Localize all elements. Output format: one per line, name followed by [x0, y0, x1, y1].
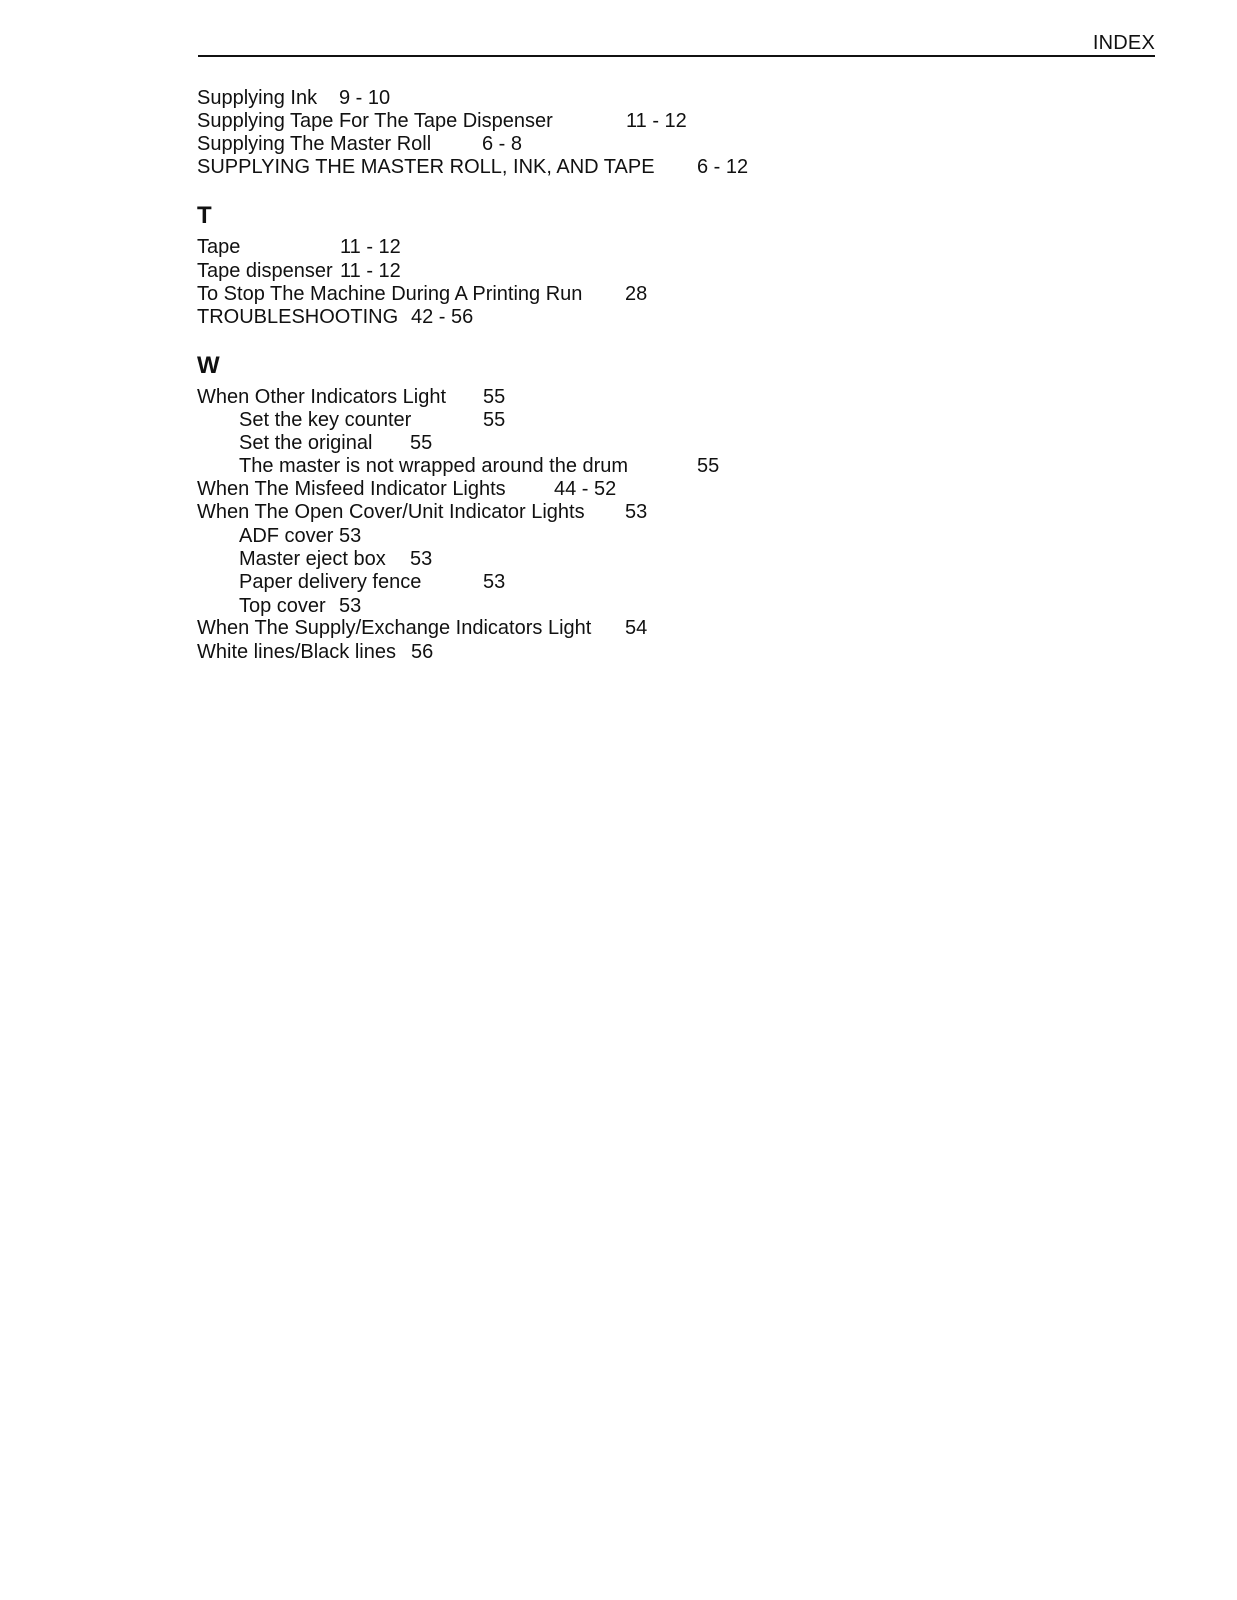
index-term: The master is not wrapped around the drum [239, 455, 629, 477]
header-rule [198, 55, 1155, 57]
index-pages: 53 [483, 571, 506, 593]
index-term: ADF cover [239, 525, 334, 547]
index-pages: 6 - 8 [482, 133, 523, 155]
index-term: Set the key counter [239, 409, 412, 431]
index-term: When The Misfeed Indicator Lights [197, 478, 506, 500]
index-pages: 11 - 12 [340, 260, 401, 282]
index-term: White lines/Black lines [197, 641, 396, 663]
index-pages: 53 [625, 501, 648, 523]
index-pages: 53 [339, 595, 362, 617]
index-term: When The Supply/Exchange Indicators Light [197, 617, 592, 639]
index-term: Supplying The Master Roll [197, 133, 432, 155]
index-term: Supplying Ink [197, 87, 318, 109]
index-term: When Other Indicators Light [197, 386, 447, 408]
index-pages: 28 [625, 283, 648, 305]
index-term: To Stop The Machine During A Printing Run [197, 283, 583, 305]
index-term: Supplying Tape For The Tape Dispenser [197, 110, 553, 132]
index-pages: 11 - 12 [626, 110, 687, 132]
index-term: When The Open Cover/Unit Indicator Lights [197, 501, 585, 523]
index-pages: 55 [483, 386, 506, 408]
index-pages: 42 - 56 [411, 306, 474, 328]
index-term: Paper delivery fence [239, 571, 422, 593]
index-pages: 56 [411, 641, 434, 663]
section-letter-heading: W [197, 352, 220, 379]
index-term: Set the original [239, 432, 373, 454]
index-pages: 53 [410, 548, 433, 570]
index-pages: 55 [410, 432, 433, 454]
index-term: Tape [197, 236, 241, 258]
index-term: SUPPLYING THE MASTER ROLL, INK, AND TAPE [197, 156, 655, 178]
index-pages: 54 [625, 617, 648, 639]
index-pages: 6 - 12 [697, 156, 749, 178]
index-pages: 55 [697, 455, 720, 477]
index-pages: 55 [483, 409, 506, 431]
index-term: Tape dispenser [197, 260, 333, 282]
index-pages: 9 - 10 [339, 87, 391, 109]
index-pages: 11 - 12 [340, 236, 401, 258]
index-pages: 44 - 52 [554, 478, 617, 500]
index-term: Top cover [239, 595, 326, 617]
index-pages: 53 [339, 525, 362, 547]
index-term: TROUBLESHOOTING [197, 306, 399, 328]
page-header-title: INDEX [1092, 32, 1155, 54]
section-letter-heading: T [197, 202, 212, 229]
index-term: Master eject box [239, 548, 386, 570]
